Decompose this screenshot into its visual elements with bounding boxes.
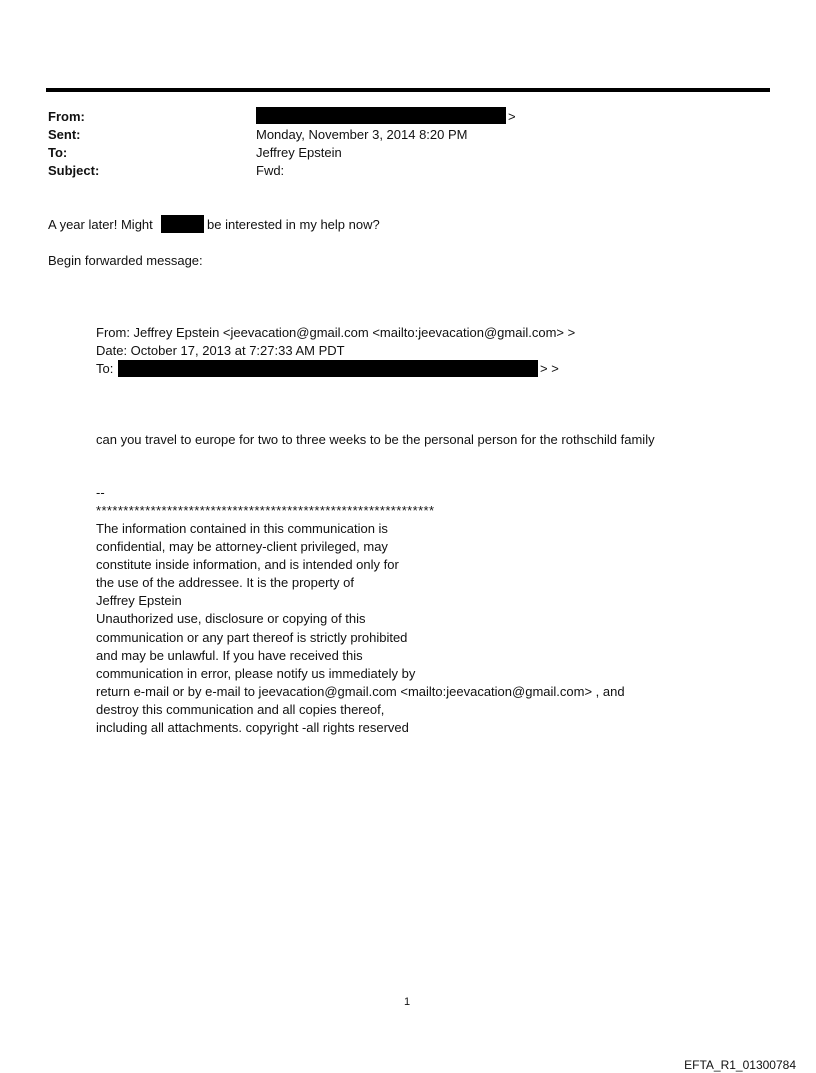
disclaimer-line: the use of the addressee. It is the property of [96, 575, 354, 591]
disclaimer-line: return e-mail or by e-mail to jeevacation@gmail.com <mailto:jeevacation@gmail.com> , and [96, 683, 625, 699]
disclaimer-line: constitute inside information, and is intended only for [96, 557, 399, 573]
page-number: 1 [404, 996, 411, 1008]
disclaimer-line: Unauthorized use, disclosure or copying of this [96, 611, 366, 627]
disclaimer-block [96, 520, 625, 737]
header-divider [46, 88, 770, 92]
sent-value: Monday, November 3, 2014 8:20 PM [256, 127, 468, 142]
redaction-box-name [161, 215, 204, 233]
to-label: To: [48, 145, 68, 160]
disclaimer-line: including all attachments. copyright -all rights reserved [96, 720, 409, 736]
subject-value: Fwd: [256, 163, 285, 178]
from-value-suffix: > [508, 109, 516, 124]
disclaimer-line: destroy this communication and all copies thereof, [96, 701, 385, 717]
body-line1-part1: A year later! Might [48, 217, 153, 232]
to-value: Jeffrey Epstein [256, 145, 342, 160]
disclaimer-line: communication in error, please notify us immediately by [96, 665, 416, 681]
signature-stars: ************************************************************** [96, 503, 435, 518]
disclaimer-line: Jeffrey Epstein [96, 593, 182, 609]
redaction-box-to [118, 360, 538, 377]
from-label: From: [48, 109, 85, 124]
signature-dash: -- [96, 485, 105, 500]
sent-label: Sent: [48, 127, 81, 142]
document-id: EFTA_R1_01300784 [684, 1058, 796, 1072]
fwd-from-line: From: Jeffrey Epstein <jeevacation@gmail.com <mailto:jeevacation@gmail.com> > [96, 325, 576, 340]
disclaimer-line: confidential, may be attorney-client privileged, may [96, 539, 388, 555]
fwd-date-line: Date: October 17, 2013 at 7:27:33 AM PDT [96, 343, 345, 358]
begin-forwarded-text: Begin forwarded message: [48, 253, 203, 268]
fwd-to-suffix: > > [540, 361, 559, 376]
fwd-message: can you travel to europe for two to three weeks to be the personal person for the rothschild family [96, 432, 655, 447]
fwd-to-label: To: [96, 361, 114, 376]
subject-label: Subject: [48, 163, 100, 178]
disclaimer-line: The information contained in this communication is [96, 521, 388, 536]
body-line1-part2: be interested in my help now? [207, 217, 380, 232]
disclaimer-line: and may be unlawful. If you have received this [96, 647, 363, 663]
disclaimer-line: communication or any part thereof is strictly prohibited [96, 629, 408, 645]
redaction-box-from [256, 107, 506, 124]
